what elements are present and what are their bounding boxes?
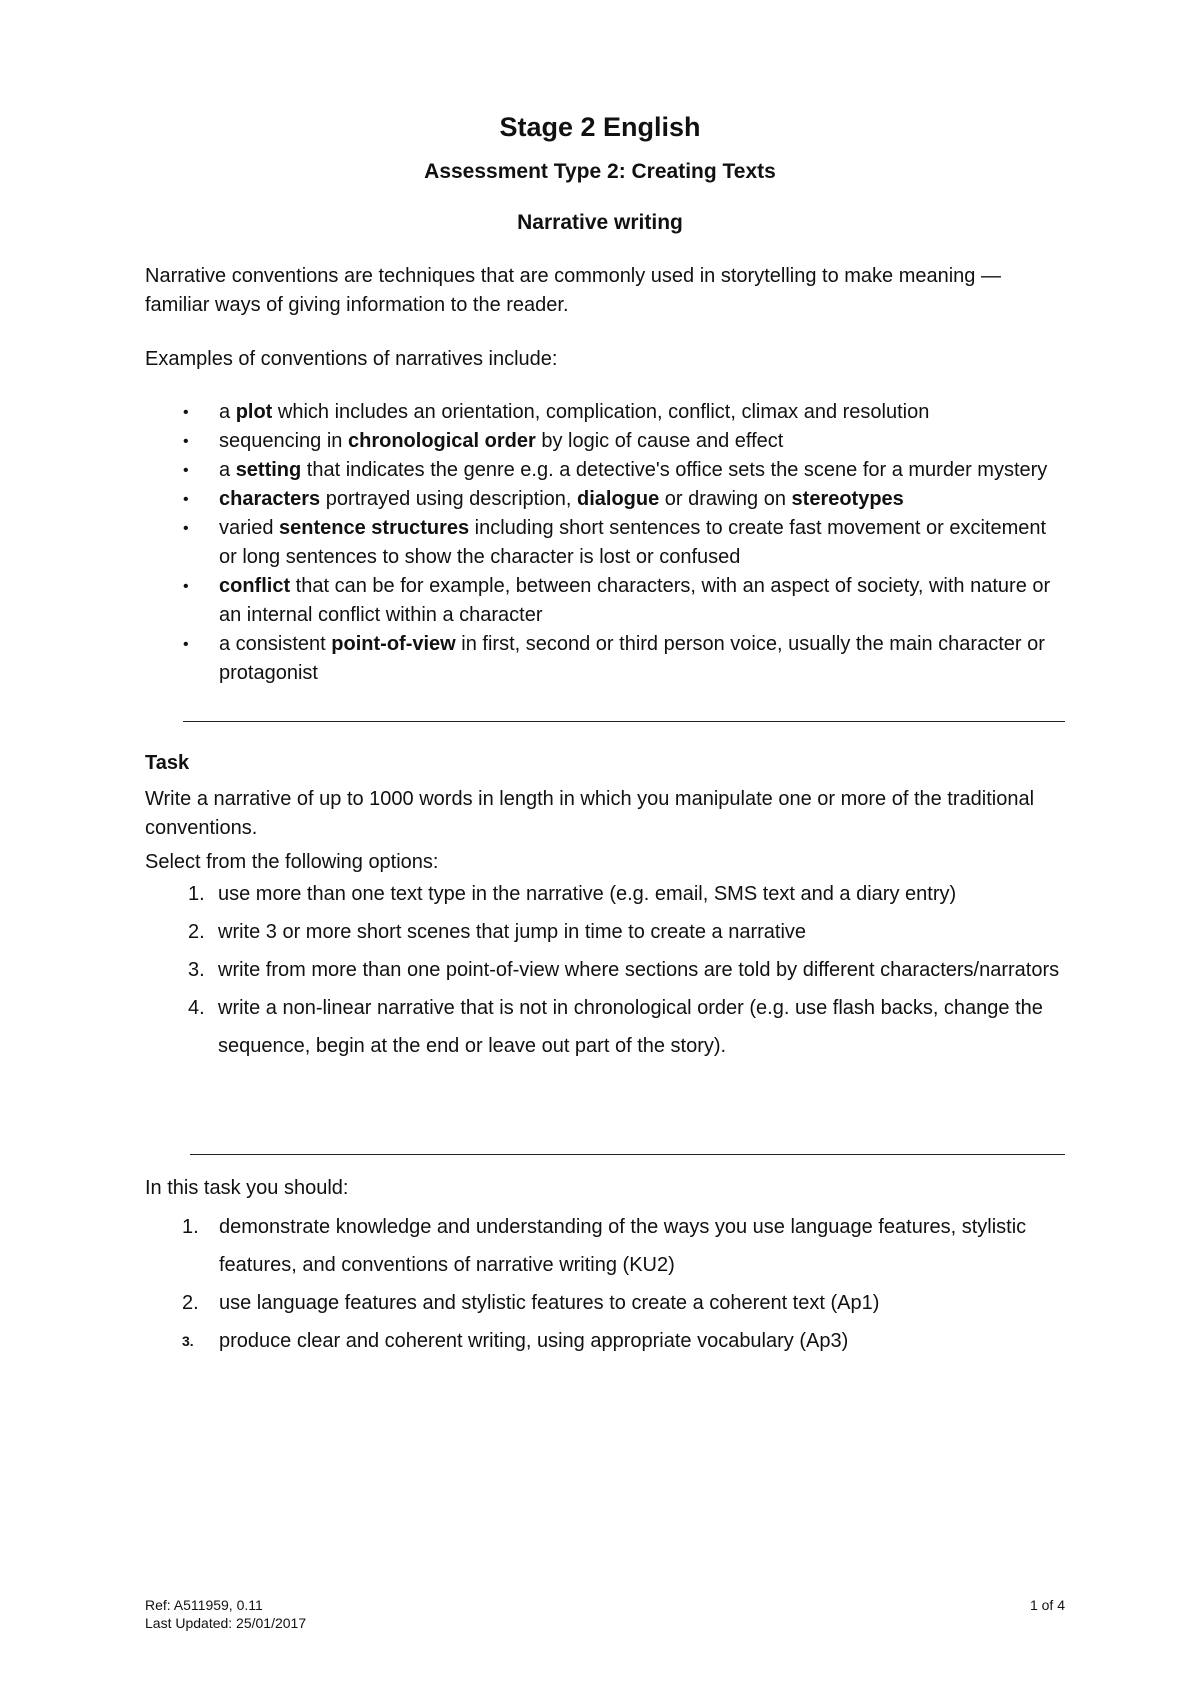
list-item: • a consistent point-of-view in first, second or third person voice, usually the main character or protagonist <box>145 630 1065 688</box>
list-item: 3. produce clear and coherent writing, using appropriate vocabulary (Ap3) <box>182 1330 849 1352</box>
footer-updated: Last Updated: 25/01/2017 <box>145 1615 307 1631</box>
document-subtitle: Assessment Type 2: Creating Texts <box>424 160 776 183</box>
bullet-icon: • <box>183 462 189 479</box>
list-item: • characters portrayed using description, dialogue or drawing on stereotypes <box>145 485 1065 514</box>
conventions-list <box>145 398 1065 688</box>
bullet-icon: • <box>183 404 189 421</box>
list-item: • sequencing in chronological order by logic of cause and effect <box>145 427 1065 456</box>
list-item: 2. use language features and stylistic features to create a coherent text (Ap1) <box>182 1292 880 1314</box>
section-title: Narrative writing <box>517 211 683 234</box>
intro-paragraph: Narrative conventions are techniques that are commonly used in storytelling to make meaning — familiar ways of giving information to the reader. <box>145 265 1001 316</box>
section-divider <box>183 721 1065 722</box>
footer-page-number: 1 of 4 <box>1029 1597 1065 1613</box>
bullet-icon: • <box>183 578 189 595</box>
list-item: 3. write from more than one point-of-view where sections are told by different characters/narrators <box>188 959 1060 981</box>
bullet-icon: • <box>183 520 189 537</box>
bullet-icon: • <box>183 491 189 508</box>
list-item: • varied sentence structures including short sentences to create fast movement or excitement or long sentences to show the character is lost or confused <box>145 514 1065 572</box>
footer-ref: Ref: A511959, 0.11 <box>145 1597 263 1613</box>
list-item: 2. write 3 or more short scenes that jump in time to create a narrative <box>188 921 807 943</box>
should-lead: In this task you should: <box>145 1177 349 1199</box>
list-item: • a setting that indicates the genre e.g. a detective's office sets the scene for a murder mystery <box>145 456 1065 485</box>
task-heading: Task <box>145 752 190 774</box>
bullet-icon: • <box>183 636 189 653</box>
list-item: 1. use more than one text type in the narrative (e.g. email, SMS text and a diary entry) <box>188 883 957 905</box>
document-title: Stage 2 English <box>499 112 701 142</box>
should-list <box>145 1208 1065 1360</box>
list-item: 1. demonstrate knowledge and understanding of the ways you use language features, stylistic features, and conventions of narrative writing (KU2) <box>182 1216 1027 1276</box>
task-select-lead: Select from the following options: <box>145 851 439 873</box>
section-divider <box>190 1154 1065 1155</box>
list-item: • conflict that can be for example, between characters, with an aspect of society, with nature or an internal conflict within a character <box>145 572 1065 630</box>
bullet-icon: • <box>183 433 189 450</box>
task-description: Write a narrative of up to 1000 words in length in which you manipulate one or more of the traditional conventions. <box>145 788 1035 839</box>
list-item: • a plot which includes an orientation, complication, conflict, climax and resolution <box>145 398 1065 427</box>
list-item: 4. write a non-linear narrative that is not in chronological order (e.g. use flash backs, change the sequence, begin at the end or leave out part of the story). <box>188 997 1043 1057</box>
task-options-list <box>145 875 1065 1065</box>
examples-lead: Examples of conventions of narratives include: <box>145 348 558 370</box>
